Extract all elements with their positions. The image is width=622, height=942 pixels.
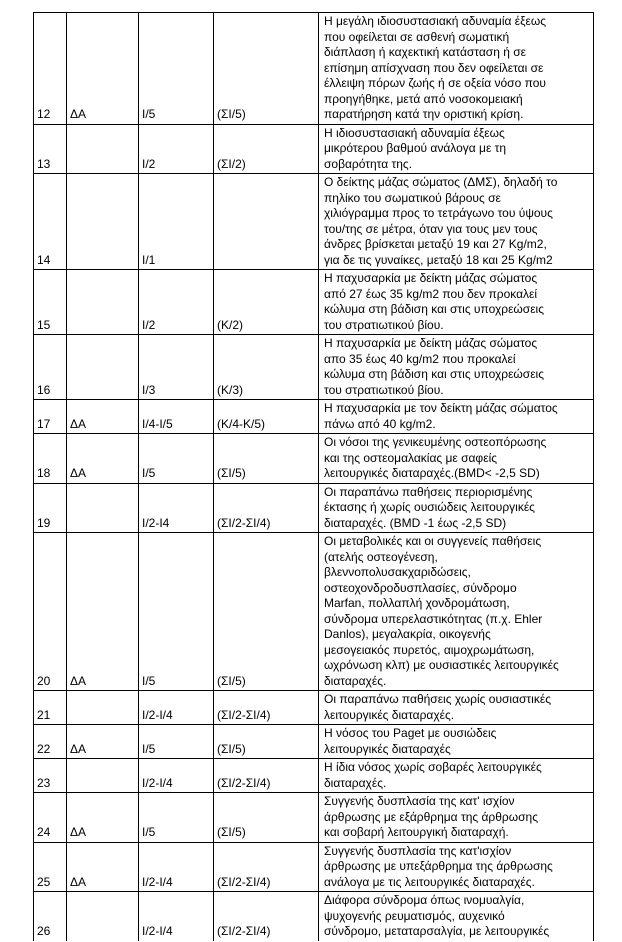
row-flag: ΔΑ [67, 400, 139, 434]
row-number: 12 [34, 13, 67, 125]
row-code: I/5 [139, 793, 214, 843]
row-alt-code: (ΣΙ/5) [214, 13, 319, 125]
description-line: Danlos), μεγαλακρία, οικογενής [324, 627, 491, 641]
row-code: I/2-I/4 [139, 759, 214, 793]
description-line: διάπλαση ή καχεκτική κατάσταση ή σε [324, 45, 526, 59]
row-description [319, 174, 594, 270]
description-line: παρατήρηση κατά την οριστική κρίση. [324, 107, 524, 121]
description-line: λειτουργικές διαταραχές [324, 741, 451, 756]
description-line: και της οστεομαλακίας με σαφείς [324, 450, 498, 465]
row-flag: ΔΑ [67, 533, 139, 691]
description-line: κώλυμα στη βάδιση και στις υποχρεώσεις [324, 367, 545, 381]
description-line: από 27 έως 35 kg/m2 που δεν προκαλεί [324, 286, 538, 301]
row-code: I/5 [139, 533, 214, 691]
table-row [34, 270, 594, 335]
description-line: Marfan, πολλαπλή χονδρομάτωση, [324, 596, 510, 610]
row-number: 25 [34, 842, 67, 892]
row-description [319, 759, 594, 793]
row-number: 21 [34, 691, 67, 725]
row-flag [67, 483, 139, 533]
row-flag: ΔΑ [67, 13, 139, 125]
description-line: για δε τις γυναίκες, μεταξύ 18 και 25 Kg/m2 [324, 252, 553, 267]
row-flag [67, 124, 139, 174]
description-line: χιλιόγραμμα προς το τετράγωνο του ύψους [324, 206, 553, 220]
row-code: I/2-I/4 [139, 892, 214, 941]
description-line: επίσημη απίσχναση που δεν οφείλεται σε [324, 60, 544, 75]
table-row [34, 691, 594, 725]
row-number: 15 [34, 270, 67, 335]
table-row [34, 400, 594, 434]
description-line: Συγγενής δυσπλασία της κατ' ισχίον [324, 794, 515, 808]
description-line: και σοβαρή λειτουργική διαταραχή. [324, 825, 509, 839]
description-line: που οφείλεται σε ασθενή σωματική [324, 29, 510, 44]
row-number: 22 [34, 725, 67, 759]
row-flag: ΔΑ [67, 842, 139, 892]
row-flag [67, 759, 139, 793]
description-line: Συγγενής δυσπλασία της κατ'ισχίον [324, 843, 512, 858]
description-line: διαταραχές. [324, 775, 387, 790]
row-code: I/2 [139, 124, 214, 174]
table-row [34, 892, 594, 941]
row-code: I/5 [139, 725, 214, 759]
description-line: απο 35 έως 40 kg/m2 που προκαλεί [324, 351, 516, 366]
row-code: I/2-I4 [139, 483, 214, 533]
description-line: Η παχυσαρκία με τον δείκτη μάζας σώματος [324, 401, 558, 415]
table-row [34, 335, 594, 400]
description-line: προηγήθηκε, μετά από νοσοκομειακή [324, 91, 523, 106]
row-alt-code: (ΣΙ/2-ΣΙ/4) [214, 842, 319, 892]
description-line: (ατελής οστεογένεση, [324, 549, 438, 564]
row-description [319, 13, 594, 125]
row-number: 19 [34, 483, 67, 533]
row-number: 16 [34, 335, 67, 400]
table-row [34, 842, 594, 892]
description-line: σοβαρότητα της. [324, 156, 413, 171]
description-line: Ο δείκτης μάζας σώματος (ΔΜΣ), δηλαδή το [324, 175, 558, 189]
row-description [319, 483, 594, 533]
medical-classification-table [33, 12, 594, 941]
row-alt-code: (ΣΙ/2-ΣΙ/4) [214, 892, 319, 941]
row-number: 14 [34, 174, 67, 270]
description-line: ψυχογενής ρευματισμός, αυχενικό [324, 908, 505, 923]
table-row [34, 124, 594, 174]
row-alt-code: (ΣΙ/5) [214, 434, 319, 484]
row-number: 20 [34, 533, 67, 691]
description-line: διαταραχές. (BMD -1 έως -2,5 SD) [324, 515, 507, 530]
row-alt-code: (K/3) [214, 335, 319, 400]
row-number: 24 [34, 793, 67, 843]
description-line: έκτασης ή χωρίς ουσιώδεις λειτουργικές [324, 500, 535, 514]
row-flag: ΔΑ [67, 793, 139, 843]
description-line: Οι νόσοι της γενικευμένης οστεοπόρωσης [324, 435, 547, 449]
description-line: Η παχυσαρκία με δείκτη μάζας σώματος [324, 271, 538, 285]
description-line: Η νόσος του Paget με ουσιώδεις [324, 726, 497, 740]
table-row [34, 533, 594, 691]
row-number: 17 [34, 400, 67, 434]
description-line: Η παχυσαρκία με δείκτη μάζας σώματος [324, 336, 538, 350]
row-description [319, 434, 594, 484]
row-flag [67, 892, 139, 941]
description-line: άρθρωσης με εξάρθρημα της άρθρωσης [324, 809, 538, 824]
row-description [319, 842, 594, 892]
row-code: I/3 [139, 335, 214, 400]
row-flag [67, 691, 139, 725]
row-code: I/5 [139, 434, 214, 484]
row-description [319, 400, 594, 434]
table-row [34, 793, 594, 843]
description-line: οστεοχονδροδυσπλασίες, σύνδρομο [324, 580, 517, 595]
description-line: Οι παραπάνω παθήσεις περιορισμένης [324, 484, 533, 499]
description-line: άνδρες βρίσκεται μεταξύ 19 και 27 Kg/m2, [324, 237, 547, 251]
row-flag [67, 335, 139, 400]
description-line: Η ίδια νόσος χωρίς σοβαρές λειτουργικές [324, 760, 542, 774]
row-code: I/2-I/4 [139, 842, 214, 892]
table-row [34, 483, 594, 533]
row-description [319, 124, 594, 174]
row-code: I/1 [139, 174, 214, 270]
description-line: Οι μεταβολικές και οι συγγενείς παθήσεις [324, 534, 542, 548]
row-flag: ΔΑ [67, 725, 139, 759]
row-alt-code: (ΣΙ/5) [214, 793, 319, 843]
row-alt-code: (ΣΙ/2) [214, 124, 319, 174]
table-row [34, 759, 594, 793]
row-alt-code: (ΣΙ/2-ΣΙ/4) [214, 759, 319, 793]
description-line: Οι παραπάνω παθήσεις χωρίς ουσιαστικές [324, 692, 551, 706]
row-code: I/2-I/4 [139, 691, 214, 725]
row-code: I/4-I/5 [139, 400, 214, 434]
row-description [319, 691, 594, 725]
row-number: 26 [34, 892, 67, 941]
row-description [319, 793, 594, 843]
description-line: Η ιδιοσυστασιακή αδυναμία έξεως [324, 125, 505, 140]
description-line: του στρατιωτικού βίου. [324, 317, 444, 332]
description-line: κώλυμα στη βάδιση και στις υποχρεώσεις [324, 302, 545, 316]
description-line: ωχρόνωση κλπ) με ουσιαστικές λειτουργικές [324, 658, 559, 672]
table-row [34, 13, 594, 125]
description-line: Διάφορα σύνδρομα όπως ινομυαλγία, [324, 893, 525, 907]
row-number: 18 [34, 434, 67, 484]
description-line: άρθρωσης με υπεξάρθρημα της άρθρωσης [324, 859, 553, 873]
row-alt-code [214, 174, 319, 270]
row-description [319, 335, 594, 400]
description-line: μεσογειακός πυρετός, αιμοχρωμάτωση, [324, 642, 535, 657]
row-alt-code: (ΣΙ/2-ΣΙ/4) [214, 691, 319, 725]
description-line: του στρατιωτικού βίου. [324, 382, 444, 397]
row-number: 13 [34, 124, 67, 174]
description-line: βλεννοπολυσακχαριδώσεις, [324, 565, 471, 579]
row-flag [67, 270, 139, 335]
description-line: έλλειψη πόρων ζωής ή σε οξεία νόσο που [324, 76, 546, 90]
description-line: σύνδρομα υπερελαστικότητας (π.χ. Ehler [324, 611, 543, 626]
row-number: 23 [34, 759, 67, 793]
table-row [34, 434, 594, 484]
description-line: Η μεγάλη ιδιοσυστασιακή αδυναμία έξεως [324, 14, 546, 28]
table-row [34, 725, 594, 759]
row-description [319, 270, 594, 335]
row-alt-code: (ΣΙ/5) [214, 533, 319, 691]
row-description [319, 533, 594, 691]
description-line: του/της σε μέτρα, όταν για τους μεν τους [324, 221, 538, 236]
row-alt-code: (K/4-K/5) [214, 400, 319, 434]
row-alt-code: (ΣΙ/5) [214, 725, 319, 759]
description-line: μικρότερου βαθμού ανάλογα με τη [324, 141, 507, 155]
row-description [319, 725, 594, 759]
description-line: πάνω από 40 kg/m2. [324, 416, 436, 431]
row-flag: ΔΑ [67, 434, 139, 484]
description-line: λειτουργικές διαταραχές. [324, 707, 455, 722]
row-alt-code: (ΣΙ/2-ΣΙ/4) [214, 483, 319, 533]
table-row [34, 174, 594, 270]
row-code: I/2 [139, 270, 214, 335]
description-line: σύνδρομο, μεταταρσαλγία, με λειτουργικές [324, 924, 550, 938]
row-code: I/5 [139, 13, 214, 125]
row-description [319, 892, 594, 941]
row-flag [67, 174, 139, 270]
description-line: διαταραχές. [324, 673, 387, 688]
description-line: λειτουργικές διαταραχές.(BMD< -2,5 SD) [324, 466, 540, 480]
description-line: ανάλογα με τις λειτουργικές διαταραχές. [324, 874, 535, 889]
description-line: πηλίκο του σωματικού βάρους σε [324, 190, 501, 205]
row-alt-code: (K/2) [214, 270, 319, 335]
